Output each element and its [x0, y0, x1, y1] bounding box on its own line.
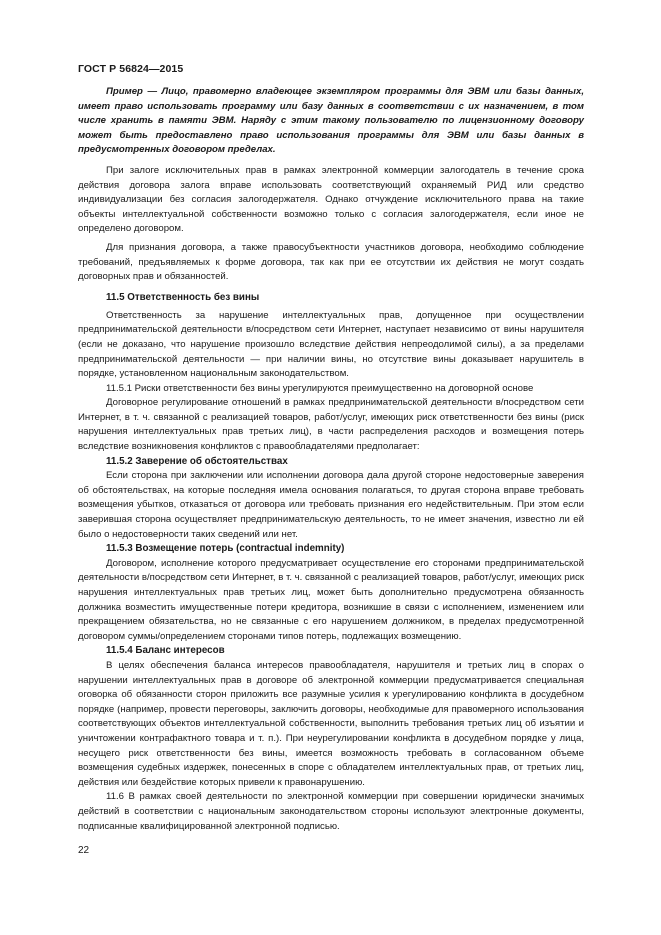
section-heading-11-5-2: 11.5.2 Заверение об обстоятельствах: [106, 455, 288, 467]
example-note: Пример — Лицо, правомерно владеющее экземпляром программы для ЭВМ или базы данных, имеет право использовать программу или базу данных в соответствии с их назначением, в том числе хранить в памяти ЭВМ. Наряду с этим такому пользователю по лицензионному договору может быть предоставлено право использования программы для ЭВМ или базы данных в предусмотренных договором пределах.: [78, 86, 584, 156]
paragraph: 11.5.1 Риски ответственности без вины урегулируются преимущественно на договорной основе: [106, 382, 534, 394]
page-number: 22: [78, 845, 90, 856]
standard-header: ГОСТ Р 56824—2015: [78, 63, 184, 75]
paragraph: 11.6 В рамках своей деятельности по электронной коммерции при совершении юридически значимых действий в соответствии с национальным законодательством стороны используют электронные документы, подписанные квалифицированной электронной подписью.: [78, 791, 584, 832]
paragraph: Для признания договора, а также правосубъектности участников договора, необходимо соблюдение требований, предъявляемых к форме договора, так как при ее отсутствии их действия не могут создать договорных прав и обязанностей.: [78, 241, 584, 283]
paragraph: Договорное регулирование отношений в рамках предпринимательской деятельности в/посредством сети Интернет, в т. ч. связанной с реализацией товаров, работ/услуг, имеющих риск ответственности без вины (риск нарушения интеллектуальных прав третьих лиц), в части распределения расходов и возмещения потерь вследствие возникновения конфликтов с правообладателями предполагает:: [78, 397, 584, 453]
paragraph: При залоге исключительных прав в рамках электронной коммерции залогодатель в течение срока действия договора залога вправе использовать соответствующий охраняемый РИД или средство индивидуализации без согласия залогодержателя. Однако отчуждение исключительного права на такие объекты интеллектуальной собственности возможно только с согласия залогодержателя, если иное не определено договором.: [78, 164, 584, 235]
paragraph: Договором, исполнение которого предусматривает осуществление его сторонами предпринимательской деятельности в/посредством сети Интернет, в т. ч. связанной с реализацией товаров, работ/услуг, имеющих риск нарушения интеллектуальных прав третьих лиц, может быть дополнительно предусмотрена обязанность должника возместить имущественные потери кредитора, возникшие в связи с исполнением, изменением или прекращением обязательства, но не связанные с его нарушением должником, в пределах предусмотренной договором суммы/определением сторонами типов потерь, подлежащих возмещению.: [78, 557, 584, 642]
paragraph: Ответственность за нарушение интеллектуальных прав, допущенное при осуществлении предпринимательской деятельности в/посредством сети Интернет, наступает независимо от вины нарушителя (если не доказано, что нарушение произошло вследствие действия непреодолимой силы), а за пределами предпринимательской деятельности — при наличии вины, но отсутствие вины доказывает нарушитель в порядке, установленном национальным законодательством.: [78, 309, 584, 380]
section-heading-11-5-4: 11.5.4 Баланс интересов: [106, 645, 225, 657]
paragraph: В целях обеспечения баланса интересов правообладателя, нарушителя и третьих лиц в спорах о нарушении интеллектуальных прав в договоре об электронной коммерции предусматривается специальная оговорка об обязанности сторон приложить все разумные усилия к урегулированию конфликта в досудебном порядке (например, провести переговоры, заключить договоры, необходимые для правомерного использования соответствующих объектов интеллектуальной собственности, выполнить требования третьих лиц об изъятии и уничтожении контрафактного товара и т. п.). При неурегулировании конфликта в досудебном порядке у лица, несущего риск ответственности без вины, имеется возможность требовать в согласованном объеме возмещения судебных издержек, понесенных в споре с обладателем интеллектуальных прав, от третьих лиц, действия или бездействие которых привели к правонарушению.: [78, 659, 584, 788]
section-heading-11-5-3: 11.5.3 Возмещение потерь (contractual indemnity): [106, 543, 345, 555]
section-heading-11-5: 11.5 Ответственность без вины: [106, 291, 260, 303]
page-body: [78, 85, 584, 834]
paragraph: Если сторона при заключении или исполнении договора дала другой стороне недостоверные заверения об обстоятельствах, на которые последняя имела основания полагаться, то другая сторона вправе требовать возмещения убытков, отказаться от договора или требовать признания его недействительным. При этом если заверившая сторона осуществляет предпринимательскую деятельность, то не имеет значения, известно ли ей было о недостоверности таких сведений или нет.: [78, 470, 584, 540]
